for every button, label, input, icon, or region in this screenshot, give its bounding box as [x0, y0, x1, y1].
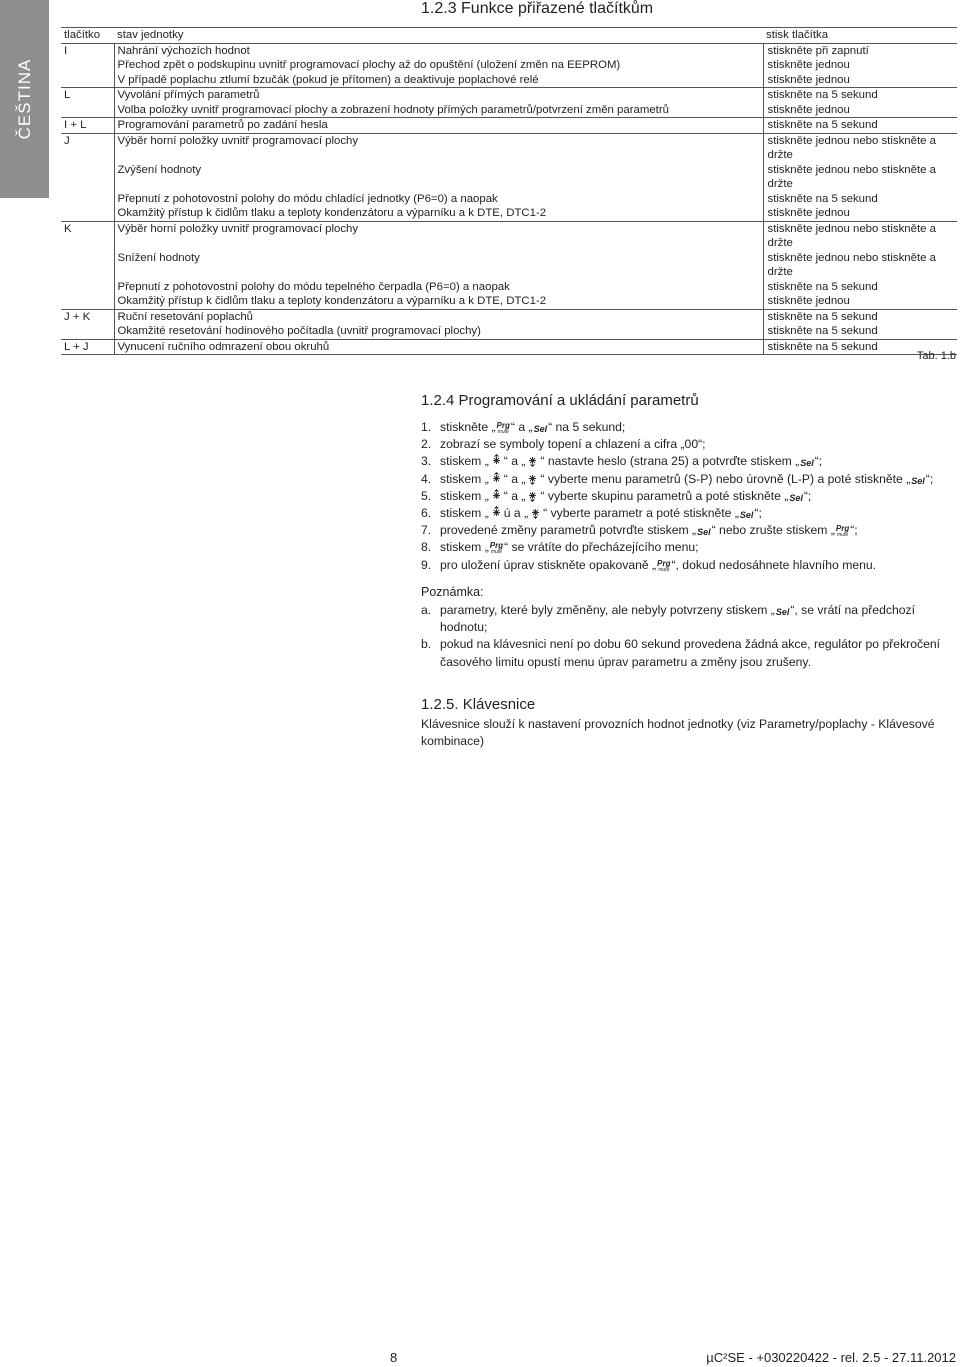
table-row — [61, 206, 957, 221]
item-text: zobrazí se symboly topení a chlazení a cifra „00“; — [440, 437, 706, 452]
state-cell: Volba položky uvnitř programovací plochy a zobrazení hodnoty přímých parametrů/potvrzení změn parametrů — [114, 103, 763, 118]
key-cell — [61, 251, 114, 280]
item-number: 8. — [421, 540, 432, 555]
item-text: “; — [754, 506, 762, 521]
prg-label: Prg — [835, 524, 850, 534]
press-cell: stiskněte jednou — [767, 207, 850, 219]
key-cell — [61, 192, 114, 207]
press-cell: stiskněte na 5 sekund — [767, 192, 878, 205]
item-text: pokud na klávesnici není po dobu 60 sekund provedena žádná akce, regulátor po překročení časového limitu opustí menu úprav parametru a změny jsou zrušeny. — [440, 637, 941, 669]
down-arrow-snowflake-icon — [529, 506, 542, 519]
down-arrow-snowflake-icon — [526, 454, 539, 467]
key-cell: K — [61, 221, 114, 251]
table-row — [61, 251, 957, 280]
press-cell: stiskněte jednou — [767, 103, 850, 116]
item-text: “; — [803, 488, 812, 503]
item-text: stiskem „ — [440, 454, 489, 469]
item-text: stiskem „ — [440, 540, 489, 555]
press-cell: stiskněte na 5 sekund — [763, 309, 957, 324]
table-row — [61, 280, 957, 295]
press-cell: stiskněte na 5 sekund — [763, 88, 957, 103]
item-text: “; — [850, 523, 858, 538]
keypad-description: Klávesnice slouží k nastavení provozních hodnot jednotky (viz Parametry/poplachy - Klávesové kombinace) — [421, 717, 935, 749]
mute-label: mute — [490, 549, 502, 556]
press-cell: stiskněte na 5 sekund — [767, 325, 878, 337]
press-cell: stiskněte jednou nebo stiskněte a držte — [763, 133, 957, 163]
key-cell: I — [61, 43, 114, 58]
prg-mute-key-icon — [836, 525, 849, 539]
sel-key-icon: Sel — [800, 458, 814, 469]
key-cell: J + K — [61, 309, 114, 324]
language-tab — [0, 0, 49, 198]
key-cell — [61, 280, 114, 295]
key-cell: J — [61, 133, 114, 163]
notes-list — [421, 602, 951, 671]
table-row — [61, 88, 957, 103]
table-row — [61, 118, 957, 134]
table-row — [61, 73, 957, 88]
press-cell: stiskněte jednou — [767, 59, 850, 71]
sel-key-icon: Sel — [911, 475, 925, 486]
item-number: 7. — [421, 523, 432, 538]
item-text: stiskněte „ — [440, 420, 496, 434]
item-number: 4. — [421, 471, 432, 486]
prg-label: Prg — [657, 558, 671, 568]
table-row — [61, 324, 957, 339]
item-number: b. — [421, 637, 432, 652]
table-row — [61, 43, 957, 58]
key-cell: L + J — [61, 339, 114, 355]
up-arrow-sun-icon — [490, 454, 503, 467]
key-cell: L — [61, 88, 114, 103]
step-item — [421, 436, 956, 453]
table-row — [61, 309, 957, 324]
step-item — [421, 453, 956, 470]
step-item — [421, 557, 956, 574]
state-cell: Okamžité resetování hodinového počítadla (uvnitř programovací plochy) — [114, 324, 763, 339]
table-body — [61, 43, 957, 355]
press-cell: stiskněte při zapnutí — [763, 43, 957, 58]
step-item — [421, 419, 956, 436]
mute-label: mute — [837, 532, 849, 539]
press-cell: stiskněte na 5 sekund — [763, 339, 957, 355]
mute-label: mute — [658, 566, 670, 573]
prg-mute-key-icon — [497, 422, 510, 436]
up-arrow-sun-icon — [490, 506, 503, 519]
table-caption: Tab. 1.b — [916, 350, 956, 362]
press-cell: stiskněte na 5 sekund — [763, 118, 957, 134]
down-arrow-snowflake-icon — [526, 489, 539, 502]
item-number: 1. — [421, 420, 432, 434]
key-functions-table — [61, 27, 957, 355]
state-cell: Výběr horní položky uvnitř programovací plochy — [114, 221, 763, 251]
key-cell — [61, 58, 114, 73]
item-text: stiskem „ — [440, 471, 489, 486]
item-number: 9. — [421, 557, 432, 572]
item-text: stiskem „ — [440, 488, 489, 503]
note-label: Poznámka: — [421, 585, 484, 599]
prg-mute-key-icon — [657, 560, 670, 574]
state-cell: Okamžitý přístup k čidlům tlaku a teploty kondenzátoru a výparníku a k DTE, DTC1-2 — [114, 206, 763, 221]
sel-key-icon: Sel — [739, 510, 754, 521]
state-cell: Přepnutí z pohotovostní polohy do módu tepelného čerpadla (P6=0) a naopak — [114, 280, 763, 295]
item-number: a. — [421, 603, 432, 617]
item-text: “ vyberte skupinu parametrů a poté stiskněte „ — [540, 488, 789, 503]
table-row — [61, 133, 957, 163]
item-text: “; — [814, 454, 823, 469]
item-text: ú a „ — [503, 506, 529, 521]
state-cell: Zvýšení hodnoty — [114, 163, 763, 192]
item-text: “ a „ — [503, 454, 526, 469]
state-cell: Nahrání výchozích hodnot — [114, 43, 763, 58]
item-text: “ se vrátíte do přecházejícího menu; — [504, 540, 699, 555]
step-item — [421, 505, 956, 522]
state-cell: Přechod zpět o podskupinu uvnitř programovací plochy až do opuštění (uložení změn na EEPROM) — [114, 58, 763, 73]
key-cell — [61, 73, 114, 88]
down-arrow-snowflake-icon — [526, 472, 539, 485]
page-number: 8 — [390, 1350, 398, 1365]
up-arrow-sun-icon — [490, 472, 503, 485]
up-arrow-sun-icon — [490, 489, 503, 502]
table-row — [61, 192, 957, 207]
state-cell: Ruční resetování poplachů — [114, 309, 763, 324]
sel-key-icon: Sel — [533, 424, 548, 434]
sel-key-icon: Sel — [697, 527, 711, 538]
header-key: tlačítko — [61, 28, 114, 44]
item-number: 6. — [421, 506, 432, 521]
state-cell: Výběr horní položky uvnitř programovací plochy — [114, 133, 763, 163]
item-text: “ a „ — [503, 471, 526, 486]
item-text: pro uložení úprav stiskněte opakovaně „ — [440, 557, 657, 572]
step-item — [421, 522, 956, 539]
header-press: stisk tlačítka — [763, 28, 957, 44]
step-item — [421, 539, 956, 556]
table-row — [61, 339, 957, 355]
press-cell: stiskněte jednou nebo stiskněte a držte — [763, 221, 957, 251]
item-text: “ a „ — [510, 420, 533, 434]
key-cell — [61, 163, 114, 192]
state-cell: Snížení hodnoty — [114, 251, 763, 280]
press-cell: stiskněte jednou nebo stiskněte a držte — [767, 251, 936, 278]
document-reference: µC²SE - +030220422 - rel. 2.5 - 27.11.2012 — [706, 1350, 956, 1365]
key-cell — [61, 206, 114, 221]
mute-label: mute — [497, 429, 509, 435]
state-cell: Vyvolání přímých parametrů — [114, 88, 763, 103]
state-cell: Programování parametrů po zadání hesla — [114, 118, 763, 134]
note-item — [421, 602, 951, 636]
prg-label: Prg — [489, 541, 504, 551]
item-text: provedené změny parametrů potvrďte stiskem „ — [440, 523, 697, 538]
item-text: “ vyberte parametr a poté stiskněte „ — [543, 506, 739, 521]
section-title-124: 1.2.4 Programování a ukládání parametrů — [421, 392, 699, 409]
table-header-row — [61, 28, 957, 44]
item-text: “, dokud nedosáhnete hlavního menu. — [671, 557, 877, 572]
item-text: parametry, které byly změněny, ale nebyly potvrzeny stiskem „ — [440, 603, 775, 617]
table-row — [61, 294, 957, 309]
item-text: “; — [925, 471, 934, 486]
item-text: “, se vrátí na předchozí hodnotu; — [440, 603, 915, 635]
step-item — [421, 488, 956, 505]
item-number: 5. — [421, 488, 432, 503]
state-cell: V případě poplachu ztlumí bzučák (pokud je přítomen) a deaktivuje poplachové relé — [114, 73, 763, 88]
note-item — [421, 636, 951, 670]
step-item — [421, 471, 956, 488]
item-text: “ vyberte menu parametrů (S-P) nebo úrovně (L-P) a poté stiskněte „ — [540, 471, 911, 486]
table-row — [61, 103, 957, 118]
table-row — [61, 58, 957, 73]
section-title-125: 1.2.5. Klávesnice — [421, 696, 536, 713]
state-cell: Vynucení ručního odmrazení obou okruhů — [114, 339, 763, 355]
table-row — [61, 221, 957, 251]
sel-key-icon: Sel — [789, 492, 803, 503]
state-cell: Přepnutí z pohotovostní polohy do módu chladící jednotky (P6=0) a naopak — [114, 192, 763, 207]
item-number: 2. — [421, 437, 432, 452]
prg-mute-key-icon — [490, 542, 503, 556]
item-text: stiskem „ — [440, 506, 489, 521]
prg-label: Prg — [496, 421, 510, 430]
sel-key-icon: Sel — [775, 607, 790, 617]
item-text: “ nebo zrušte stiskem „ — [711, 523, 835, 538]
table-row — [61, 163, 957, 192]
press-cell: stiskněte jednou — [767, 73, 850, 86]
item-text: “ na 5 sekund; — [548, 420, 626, 434]
section-title-123: 1.2.3 Funkce přiřazené tlačítkům — [421, 0, 654, 17]
press-cell: stiskněte jednou — [767, 295, 850, 307]
key-cell — [61, 324, 114, 339]
key-cell — [61, 294, 114, 309]
item-number: 3. — [421, 454, 432, 469]
state-cell: Okamžitý přístup k čidlům tlaku a teploty kondenzátoru a výparníku a k DTE, DTC1-2 — [114, 294, 763, 309]
key-cell: I + L — [61, 118, 114, 134]
language-tab-label: ČEŠTINA — [14, 58, 34, 140]
press-cell: stiskněte na 5 sekund — [767, 280, 878, 293]
item-text: “ nastavte heslo (strana 25) a potvrďte stiskem „ — [540, 454, 800, 469]
key-cell — [61, 103, 114, 118]
item-text: “ a „ — [503, 488, 526, 503]
programming-steps-list — [421, 419, 956, 574]
press-cell: stiskněte jednou nebo stiskněte a držte — [767, 163, 936, 190]
header-state: stav jednotky — [114, 28, 763, 44]
